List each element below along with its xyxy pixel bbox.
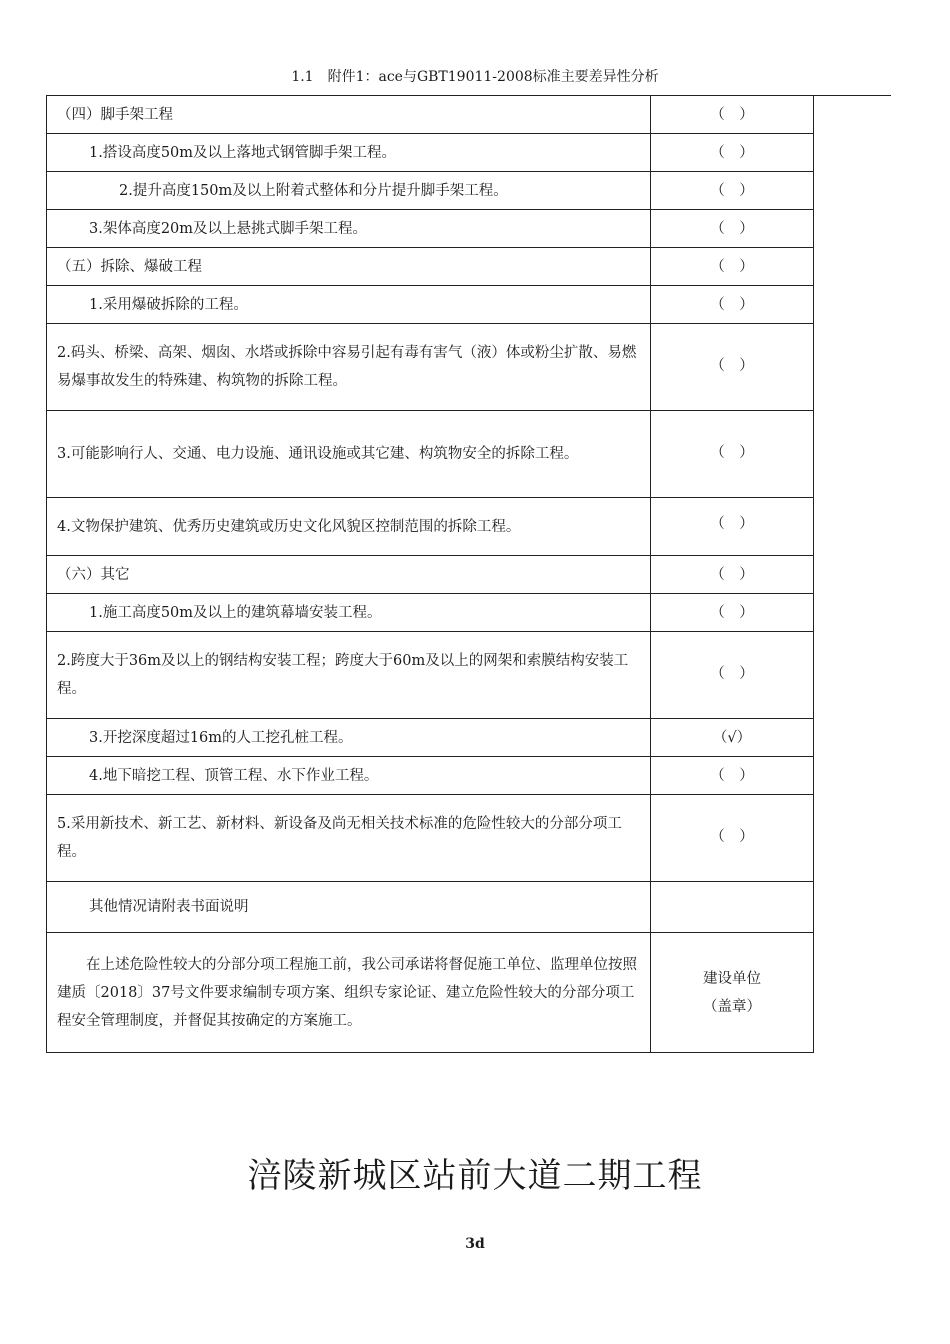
table-row <box>47 882 814 933</box>
check-mark-cell[interactable]: （ ） <box>651 632 814 719</box>
commitment-statement: 在上述危险性较大的分部分项工程施工前，我公司承诺将督促施工单位、监理单位按照建质〔2018〕37号文件要求编制专项方案、组织专家论证、建立危险性较大的分部分项工程安全管理制度，并督促其按确定的方案施工。 <box>47 933 651 1053</box>
section-heading-other: （六）其它 <box>47 556 651 594</box>
table-row <box>47 248 814 286</box>
list-item: 2.码头、桥梁、高架、烟囱、水塔或拆除中容易引起有毒有害气（液）体或粉尘扩散、易燃易爆事故发生的特殊建、构筑物的拆除工程。 <box>47 324 651 411</box>
list-item: 5.采用新技术、新工艺、新材料、新设备及尚无相关技术标准的危险性较大的分部分项工程。 <box>47 795 651 882</box>
table-row <box>47 556 814 594</box>
page-number: 3d <box>465 1236 485 1252</box>
document-header: 1.1 附件1：ace与GBT19011-2008标准主要差异性分析 <box>291 69 659 85</box>
hazard-checklist-table <box>46 95 814 1053</box>
table-row <box>47 795 814 882</box>
section-heading-scaffold: （四）脚手架工程 <box>47 96 651 134</box>
list-item: 2.提升高度150m及以上附着式整体和分片提升脚手架工程。 <box>47 172 651 210</box>
list-item: 3.架体高度20m及以上悬挑式脚手架工程。 <box>47 210 651 248</box>
seal-label: （盖章） <box>703 998 761 1015</box>
table-row <box>47 286 814 324</box>
header-rule <box>812 95 891 96</box>
check-mark-cell[interactable]: （ ） <box>651 134 814 172</box>
table-row <box>47 96 814 134</box>
table-row <box>47 632 814 719</box>
check-mark-cell[interactable]: （ ） <box>651 498 814 556</box>
check-mark-cell[interactable]: （ ） <box>651 411 814 498</box>
table-row <box>47 498 814 556</box>
table-row <box>47 210 814 248</box>
table-row <box>47 594 814 632</box>
table-row <box>47 933 814 1053</box>
list-item: 4.文物保护建筑、优秀历史建筑或历史文化风貌区控制范围的拆除工程。 <box>47 498 651 556</box>
table-row <box>47 757 814 795</box>
check-mark-cell-checked[interactable]: （√） <box>651 719 814 757</box>
check-mark-cell[interactable]: （ ） <box>651 210 814 248</box>
list-item: 3.开挖深度超过16m的人工挖孔桩工程。 <box>47 719 651 757</box>
other-notes-label: 其他情况请附表书面说明 <box>47 882 651 933</box>
list-item: 1.采用爆破拆除的工程。 <box>47 286 651 324</box>
check-mark-cell[interactable]: （ ） <box>651 556 814 594</box>
check-mark-cell[interactable]: （ ） <box>651 96 814 134</box>
check-mark-cell[interactable]: （ ） <box>651 594 814 632</box>
list-item: 3.可能影响行人、交通、电力设施、通讯设施或其它建、构筑物安全的拆除工程。 <box>47 411 651 498</box>
check-mark-cell[interactable]: （ ） <box>651 795 814 882</box>
project-title: 涪陵新城区站前大道二期工程 <box>247 1156 703 1196</box>
list-item: 1.施工高度50m及以上的建筑幕墙安装工程。 <box>47 594 651 632</box>
check-mark-cell[interactable]: （ ） <box>651 757 814 795</box>
construction-unit-label: 建设单位 <box>703 970 761 987</box>
seal-cell <box>651 933 814 1053</box>
list-item: 4.地下暗挖工程、顶管工程、水下作业工程。 <box>47 757 651 795</box>
check-mark-cell[interactable]: （ ） <box>651 172 814 210</box>
list-item: 1.搭设高度50m及以上落地式钢管脚手架工程。 <box>47 134 651 172</box>
table-row <box>47 134 814 172</box>
other-notes-cell[interactable] <box>651 882 814 933</box>
check-mark-cell[interactable]: （ ） <box>651 286 814 324</box>
check-mark-cell[interactable]: （ ） <box>651 324 814 411</box>
table-row <box>47 411 814 498</box>
list-item: 2.跨度大于36m及以上的钢结构安装工程；跨度大于60m及以上的网架和索膜结构安装工程。 <box>47 632 651 719</box>
table-row <box>47 719 814 757</box>
table-row <box>47 172 814 210</box>
check-mark-cell[interactable]: （ ） <box>651 248 814 286</box>
section-heading-demolition: （五）拆除、爆破工程 <box>47 248 651 286</box>
table-row <box>47 324 814 411</box>
